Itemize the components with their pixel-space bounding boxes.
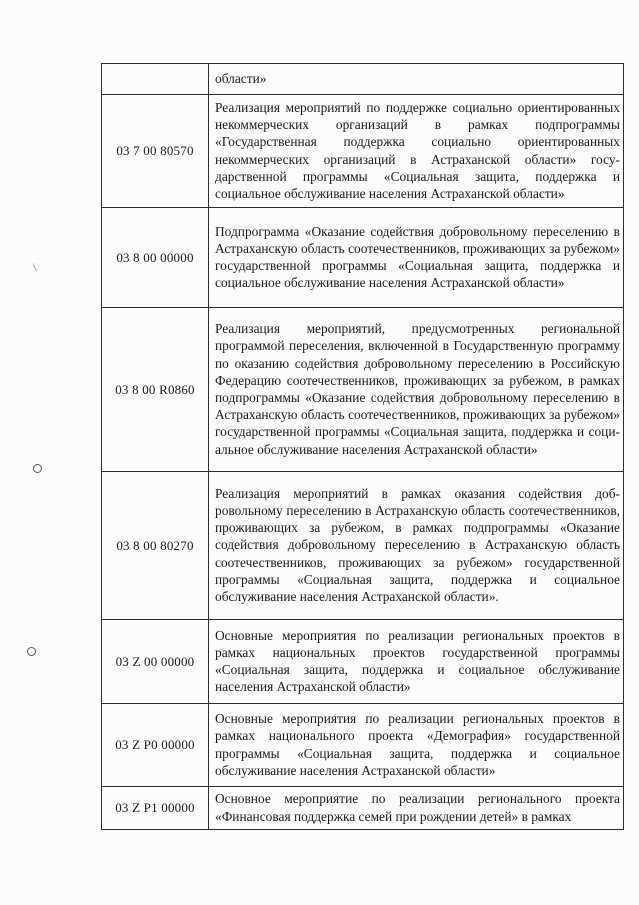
table-row bbox=[102, 620, 624, 704]
code-cell: 03 Z 00 00000 bbox=[102, 620, 209, 704]
code-cell: 03 7 00 80570 bbox=[102, 95, 209, 208]
description-cell: области» bbox=[209, 64, 624, 95]
code-cell: 03 Z P1 00000 bbox=[102, 787, 209, 830]
code-cell: 03 Z P0 00000 bbox=[102, 704, 209, 787]
code-cell: 03 8 00 80270 bbox=[102, 472, 209, 620]
budget-classification-table bbox=[101, 63, 624, 830]
punch-hole-upper bbox=[33, 464, 42, 473]
description-cell: Подпрограмма «Оказание содействия добровольному переселению в Астраханскую область соотечественников, проживающих за рубежом» государственной программы «Социальная защита, поддержка и социальное обслуживание населения Астраханской области» bbox=[209, 208, 624, 308]
punch-hole-lower bbox=[27, 647, 36, 656]
table-row bbox=[102, 208, 624, 308]
table-row bbox=[102, 704, 624, 787]
code-cell: 03 8 00 00000 bbox=[102, 208, 209, 308]
table-row bbox=[102, 95, 624, 208]
code-cell: 03 8 00 R0860 bbox=[102, 308, 209, 472]
description-cell: Основные мероприятия по реализации региональных проектов в рамках национальных проектов государственной программы «Социальная защита, поддержка и социальное обслуживание населения Астраханской области» bbox=[209, 620, 624, 704]
table-row bbox=[102, 787, 624, 830]
table-row bbox=[102, 472, 624, 620]
scan-mark bbox=[32, 261, 41, 272]
description-cell: Реализация мероприятий в рамках оказания содействия добровольному переселению в Астраханскую область соотечественников, проживающих за рубежом, в рамках подпрограммы «Оказание содействия добровольному переселению в Астраханскую область соотечественников, проживающих за рубежом» государственной программы «Социальная защита, поддержка и социальное обслуживание населения Астраханской области». bbox=[209, 472, 624, 620]
description-cell: Реализация мероприятий по поддержке социально ориентированных некоммерческих организаций в рамках подпрограммы «Государственная поддержка социально ориентированных некоммерческих организаций в Астраханской области» государственной программы «Социальная защита, поддержка и социальное обслуживание населения Астраханской области» bbox=[209, 95, 624, 208]
description-cell: Основные мероприятия по реализации региональных проектов в рамках национального проекта «Демография» государственной программы «Социальная защита, поддержка и социальное обслуживание населения Астраханской области» bbox=[209, 704, 624, 787]
table-row bbox=[102, 64, 624, 95]
code-cell bbox=[102, 64, 209, 95]
table-row bbox=[102, 308, 624, 472]
description-cell: Реализация мероприятий, предусмотренных региональной программой переселения, включенной в Государственную программу по оказанию содействия добровольному переселению в Российскую Федерацию соотечественников, проживающих за рубежом, в рамках подпрограммы «Оказание содействия добровольному переселению в Астраханскую область соотечественников, проживающих за рубежом» государственной программы «Социальная защита, поддержка и социальное обслуживание населения Астраханской области» bbox=[209, 308, 624, 472]
description-cell: Основное мероприятие по реализации регионального проекта «Финансовая поддержка семей при рождении детей» в рамках bbox=[209, 787, 624, 830]
